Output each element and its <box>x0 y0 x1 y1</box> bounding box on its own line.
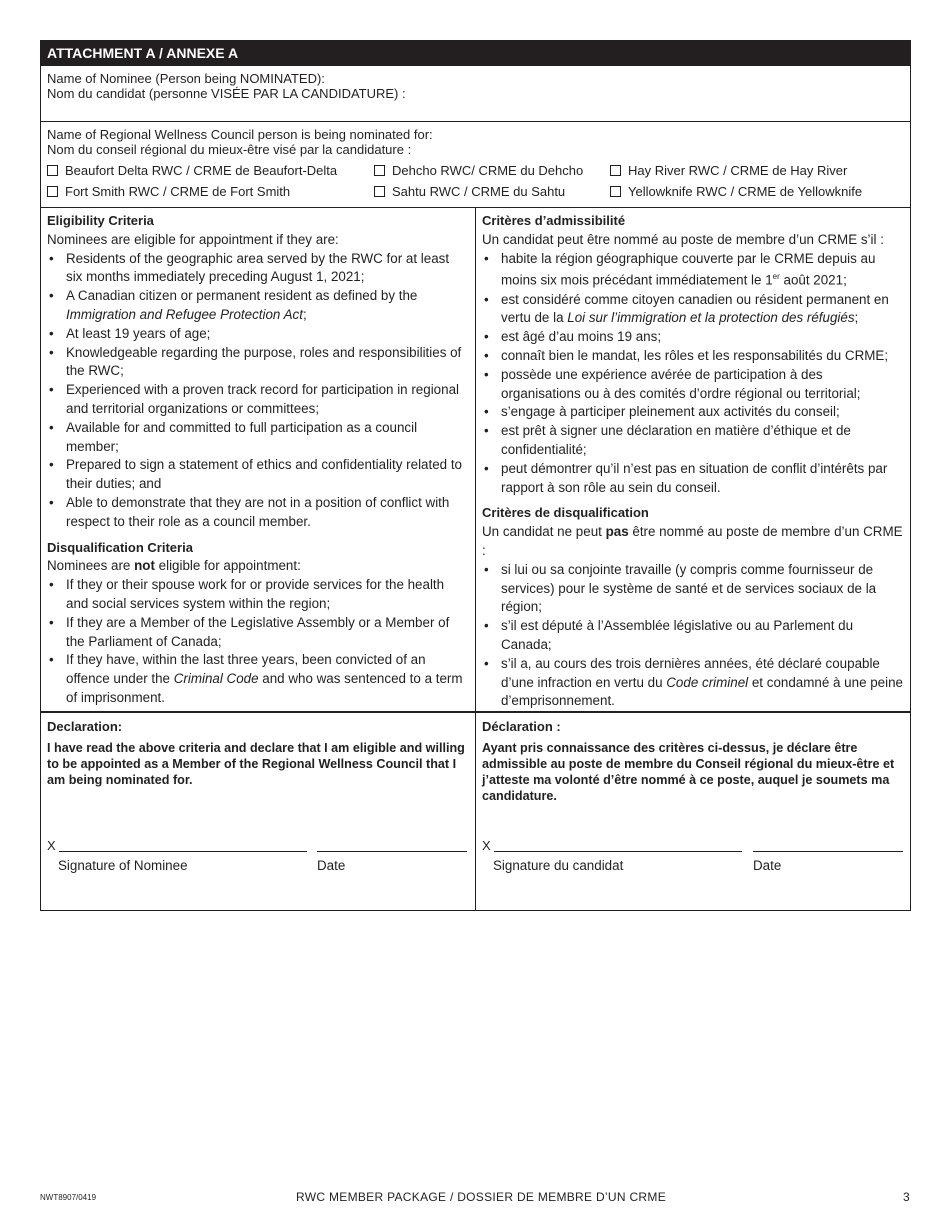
council-label-en: Name of Regional Wellness Council person is being nominated for: <box>47 127 433 142</box>
signature-label-fr: Signature du candidat <box>493 858 624 873</box>
checkbox-icon[interactable] <box>47 165 58 176</box>
nominee-label-fr: Nom du candidat (personne VISÉE PAR LA CANDIDATURE) : <box>47 86 406 101</box>
disqualification-list-en <box>47 576 469 708</box>
form-code: NWT8907/0419 <box>40 1193 97 1202</box>
attachment-form <box>40 40 911 911</box>
list-item: • Available for and committed to full participation as a council member; <box>47 419 469 457</box>
checkbox-icon[interactable] <box>610 186 621 197</box>
form-header: ATTACHMENT A / ANNEXE A <box>41 41 910 66</box>
nominee-name-field[interactable] <box>41 66 910 122</box>
list-item: • At least 19 years of age; <box>47 325 469 344</box>
list-item: • Prepared to sign a statement of ethics and confidentiality related to their duties; and <box>47 456 469 494</box>
list-item: • connaît bien le mandat, les rôles et les responsabilités du CRME; <box>482 347 904 366</box>
declaration-heading-fr: Déclaration : <box>482 719 561 734</box>
list-item: • Experienced with a proven track record for participation in regional and territorial organizations or committees; <box>47 381 469 419</box>
list-item: • A Canadian citizen or permanent resident as defined by the Immigration and Refugee Protection Act; <box>47 287 469 325</box>
signature-x-mark: X <box>482 838 491 853</box>
eligibility-list-fr <box>482 250 904 498</box>
list-item: • Able to demonstrate that they are not in a position of conflict with respect to their role as a council member. <box>47 494 469 532</box>
list-item: • s’engage à participer pleinement aux activités du conseil; <box>482 403 904 422</box>
list-item: • s’il est député à l’Assemblée législative ou au Parlement du Canada; <box>482 617 904 655</box>
disqualification-heading-fr: Critères de disqualification <box>482 505 649 521</box>
list-item: • s’il a, au cours des trois dernières années, été déclaré coupable d’une infraction en vertu du Code criminel et condamné à une peine d’emprisonnement. <box>482 655 904 711</box>
disqualification-intro-en: Nominees are not eligible for appointment: <box>47 558 301 574</box>
declaration-section <box>41 713 910 910</box>
checkbox-dehcho[interactable]: Dehcho RWC/ CRME du Dehcho <box>374 163 583 178</box>
list-item: • est âgé d’au moins 19 ans; <box>482 328 904 347</box>
list-item: • possède une expérience avérée de participation à des organisations ou à des comités d’ordre régional ou territorial; <box>482 366 904 404</box>
date-field-fr[interactable] <box>753 850 903 852</box>
signature-label-en: Signature of Nominee <box>58 858 188 873</box>
checkbox-fort-smith[interactable]: Fort Smith RWC / CRME de Fort Smith <box>47 184 290 199</box>
disqualification-intro-fr: Un candidat ne peut pas être nommé au poste de membre d’un CRME : <box>482 524 903 559</box>
checkbox-icon[interactable] <box>374 165 385 176</box>
list-item: • If they or their spouse work for or provide services for the health and social services system within the region; <box>47 576 469 614</box>
eligibility-intro-en: Nominees are eligible for appointment if they are: <box>47 231 339 247</box>
list-item: • est considéré comme citoyen canadien ou résident permanent en vertu de la Loi sur l’immigration et la protection des réfugiés; <box>482 291 904 329</box>
disqualification-heading-en: Disqualification Criteria <box>47 539 193 555</box>
checkbox-sahtu[interactable]: Sahtu RWC / CRME du Sahtu <box>374 184 565 199</box>
checkbox-beaufort-delta[interactable]: Beaufort Delta RWC / CRME de Beaufort-Delta <box>47 163 337 178</box>
list-item: • If they have, within the last three years, been convicted of an offence under the Criminal Code and who was sentenced to a term of imprisonment. <box>47 651 469 707</box>
signature-x-mark: X <box>47 838 56 853</box>
eligibility-intro-fr: Un candidat peut être nommé au poste de membre d’un CRME s’il : <box>482 231 884 247</box>
checkbox-yellowknife[interactable]: Yellowknife RWC / CRME de Yellowknife <box>610 184 862 199</box>
declaration-heading-en: Declaration: <box>47 719 123 734</box>
checkbox-icon[interactable] <box>47 186 58 197</box>
list-item: • est prêt à signer une déclaration en matière d’éthique et de confidentialité; <box>482 422 904 460</box>
list-item: • peut démontrer qu’il n’est pas en situation de conflit d’intérêts par rapport à son rôle au sein du conseil. <box>482 460 904 498</box>
date-field-en[interactable] <box>317 850 467 852</box>
checkbox-icon[interactable] <box>610 165 621 176</box>
list-item: • si lui ou sa conjointe travaille (y compris comme fournisseur de services) pour le système de santé et de services sociaux de la région; <box>482 561 904 617</box>
declaration-english <box>41 713 476 910</box>
page-number: 3 <box>903 1190 910 1204</box>
criteria-french <box>476 208 910 711</box>
declaration-french <box>476 713 910 910</box>
council-label-fr: Nom du conseil régional du mieux-être visé par la candidature : <box>47 142 412 157</box>
criteria-section <box>41 208 910 713</box>
council-selection <box>41 122 910 208</box>
nominee-label-en: Name of Nominee (Person being NOMINATED): <box>47 71 325 86</box>
declaration-text-fr: Ayant pris connaissance des critères ci-dessus, je déclare être admissible au poste de membre du Conseil régional du mieux-être et j’atteste ma volonté d’être nommé à ce poste, auquel je soumets ma candidature. <box>482 741 895 803</box>
list-item: • If they are a Member of the Legislative Assembly or a Member of the Parliament of Canada; <box>47 614 469 652</box>
disqualification-list-fr <box>482 561 904 711</box>
checkbox-hay-river[interactable]: Hay River RWC / CRME de Hay River <box>610 163 847 178</box>
list-item: • Residents of the geographic area served by the RWC for at least six months immediately preceding August 1, 2021; <box>47 250 469 288</box>
eligibility-heading-fr: Critères d’admissibilité <box>482 213 626 228</box>
date-label-fr: Date <box>753 858 782 873</box>
eligibility-list-en <box>47 250 469 532</box>
list-item: • Knowledgeable regarding the purpose, roles and responsibilities of the RWC; <box>47 344 469 382</box>
signature-field-fr[interactable] <box>494 850 742 852</box>
date-label-en: Date <box>317 858 346 873</box>
list-item: • habite la région géographique couverte par le CRME depuis au moins six mois précédant immédiatement le 1er août 2021; <box>482 250 904 291</box>
footer-title: RWC MEMBER PACKAGE / DOSSIER DE MEMBRE D’UN CRME <box>296 1190 666 1204</box>
checkbox-icon[interactable] <box>374 186 385 197</box>
criteria-english <box>41 208 476 711</box>
declaration-text-en: I have read the above criteria and declare that I am eligible and willing to be appointed as a Member of the Regional Wellness Council that I am being nominated for. <box>47 741 465 787</box>
eligibility-heading-en: Eligibility Criteria <box>47 213 154 228</box>
signature-field-en[interactable] <box>59 850 307 852</box>
